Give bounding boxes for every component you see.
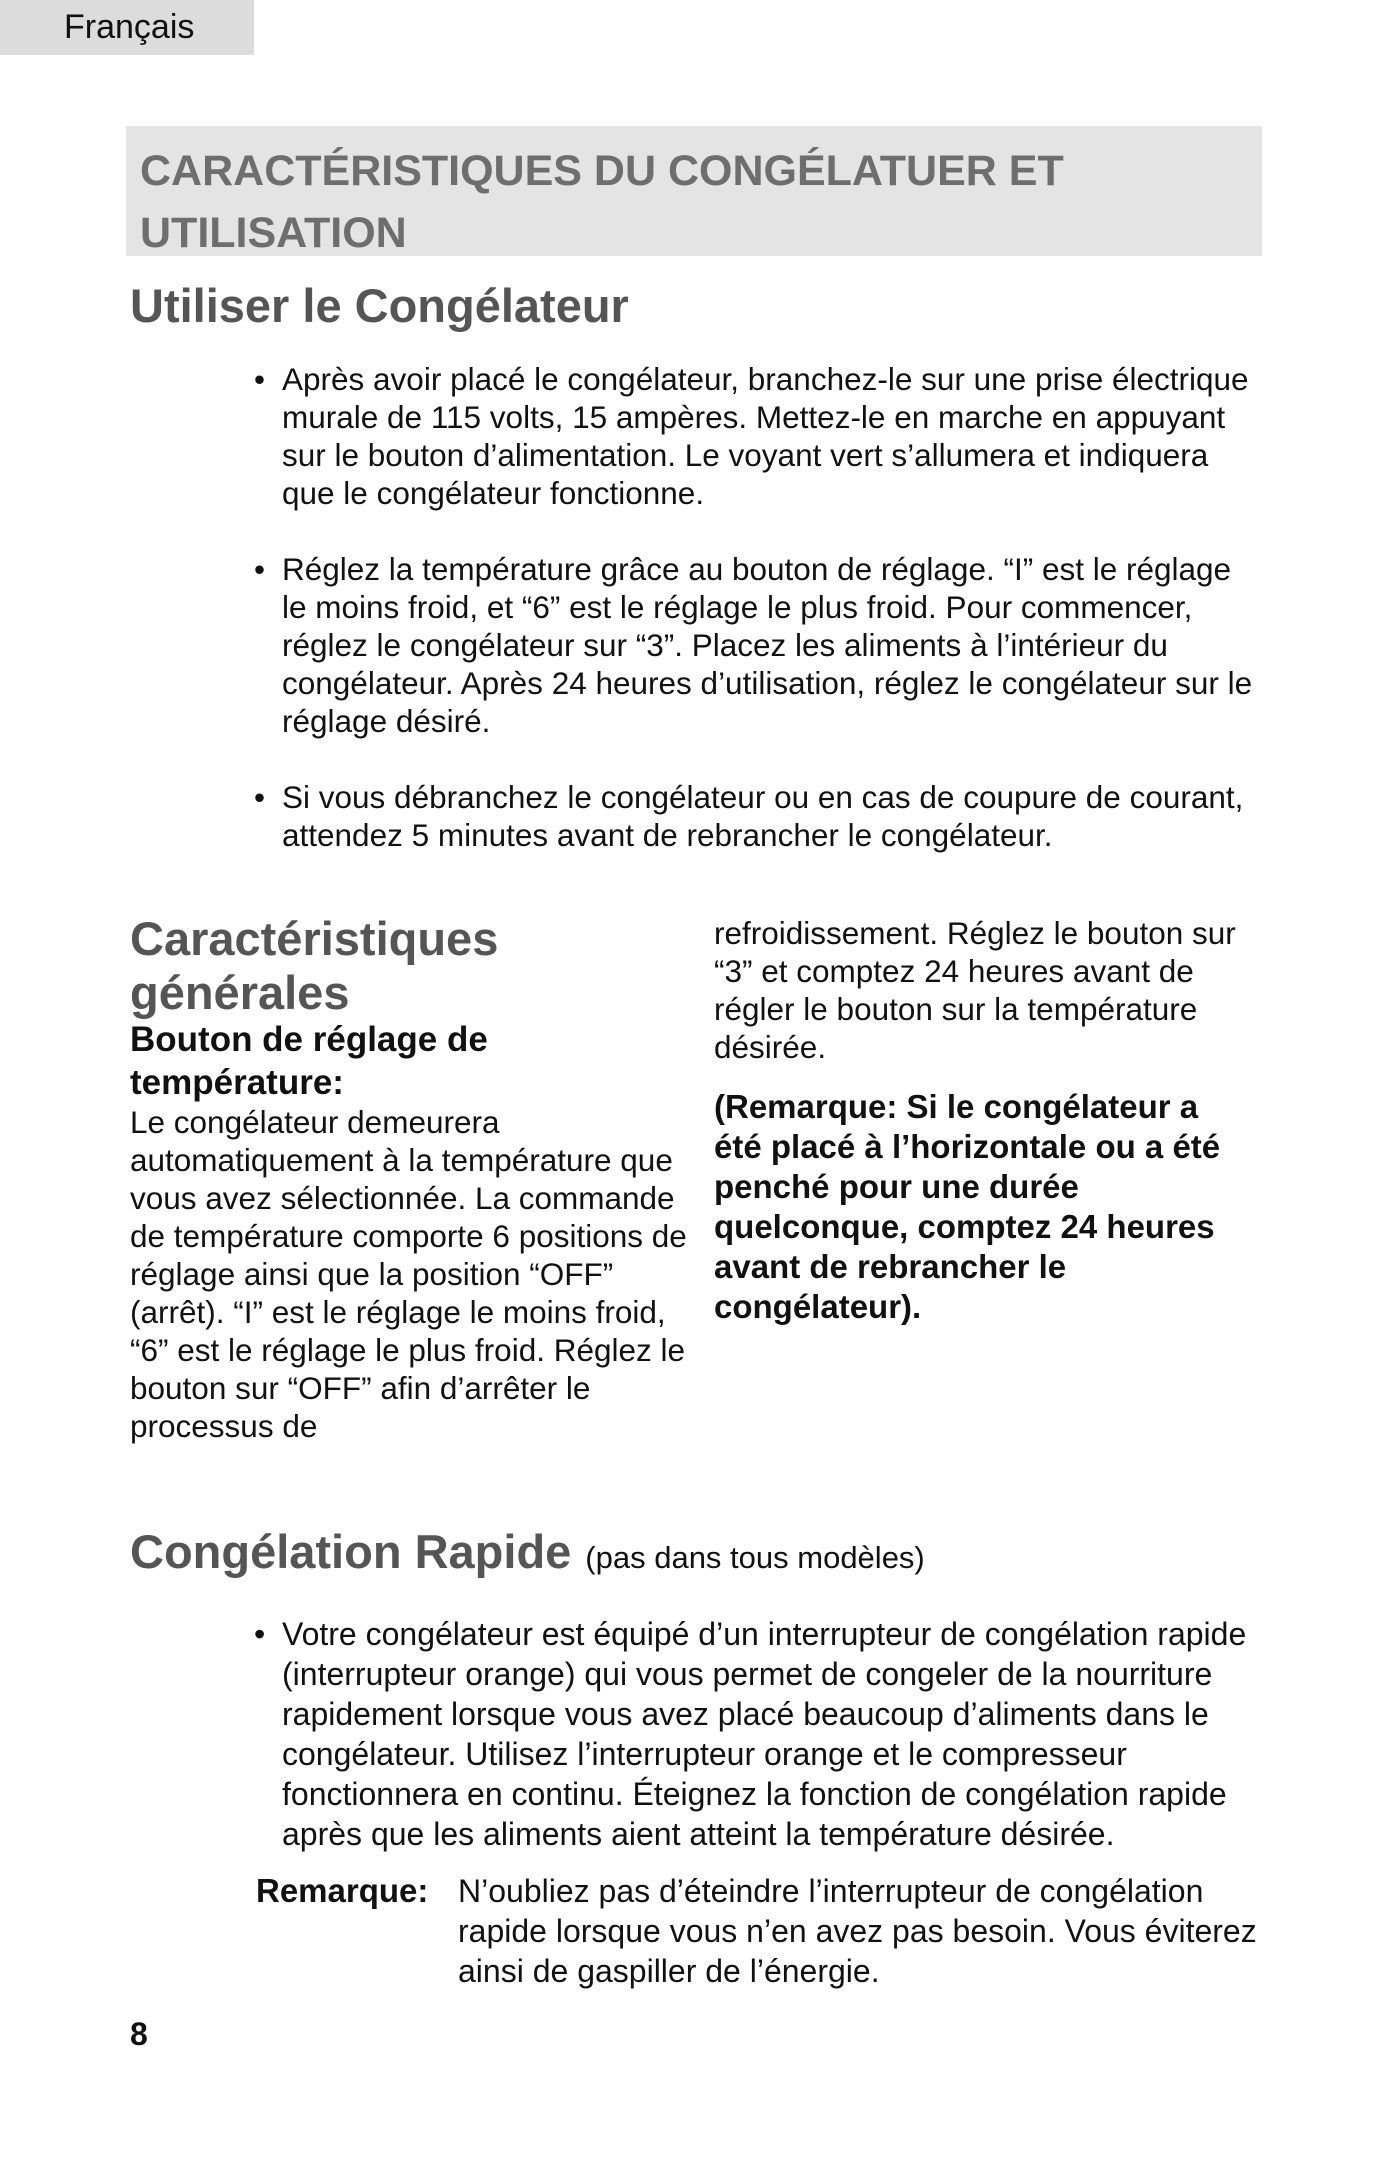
fast-freeze-title: Congélation Rapide: [130, 1525, 572, 1578]
language-tab: Français: [0, 0, 254, 55]
list-item: • Si vous débranchez le congélateur ou en cas de coupure de courant, attendez 5 minutes avant de rebrancher le congélateur.: [254, 778, 1264, 854]
fast-freeze-heading: [130, 1520, 925, 1590]
temperature-knob-subheading: Bouton de réglage de température:: [130, 1020, 488, 1102]
general-features-body-left: Le congélateur demeurera automatiquement à la température que vous avez sélectionnée. La commande de température comporte 6 positions de réglage ainsi que la position “OFF” (arrêt). “I” est le réglage le moins froid, “6” est le réglage le plus froid. Réglez le bouton sur “OFF” afin d’arrêter le processus de: [130, 1104, 687, 1444]
remark-text: N’oubliez pas d’éteindre l’interrupteur de congélation rapide lorsque vous n’en avez pas besoin. Vous éviterez ainsi de gaspiller de l’énergie.: [458, 1873, 1257, 1989]
fast-freeze-list: [254, 1614, 1264, 1854]
fast-freeze-heading-note: (pas dans tous modèles): [585, 1540, 925, 1575]
list-item: • Votre congélateur est équipé d’un interrupteur de congélation rapide (interrupteur orange) qui vous permet de congeler de la nourriture rapidement lorsque vous avez placé beaucoup d’aliments dans le congélateur. Utilisez l’interrupteur orange et le compresseur fonctionnera en continu. Éteignez la fonction de congélation rapide après que les aliments aient atteint la température désirée.: [254, 1614, 1264, 1854]
using-freezer-heading: Utiliser le Congélateur: [130, 279, 629, 332]
general-features-body-right: refroidissement. Réglez le bouton sur “3” et comptez 24 heures avant de régler le bouton sur la température désirée.: [714, 915, 1236, 1065]
general-features-heading: Caractéristiques générales: [130, 912, 499, 1019]
list-item: • Après avoir placé le congélateur, branchez-le sur une prise électrique murale de 115 volts, 15 ampères. Mettez-le en marche en appuyant sur le bouton d’alimentation. Le voyant vert s’allumera et indiquera que le congélateur fonctionne.: [254, 360, 1264, 512]
section-title: CARACTÉRISTIQUES DU CONGÉLATUER ET UTILISATION: [126, 126, 1262, 256]
list-item: • Réglez la température grâce au bouton de réglage. “I” est le réglage le moins froid, et “6” est le réglage le plus froid. Pour commencer, réglez le congélateur sur “3”. Placez les aliments à l’intérieur du congélateur. Après 24 heures d’utilisation, réglez le congélateur sur le réglage désiré.: [254, 550, 1264, 740]
general-features-note: (Remarque: Si le congélateur a été placé à l’horizontale ou a été penché pour une durée quelconque, comptez 24 heures avant de rebrancher le congélateur).: [714, 1088, 1221, 1325]
using-freezer-list: [254, 360, 1264, 892]
remark-label: Remarque:: [256, 1872, 429, 1909]
page-number: 8: [130, 2016, 148, 2052]
